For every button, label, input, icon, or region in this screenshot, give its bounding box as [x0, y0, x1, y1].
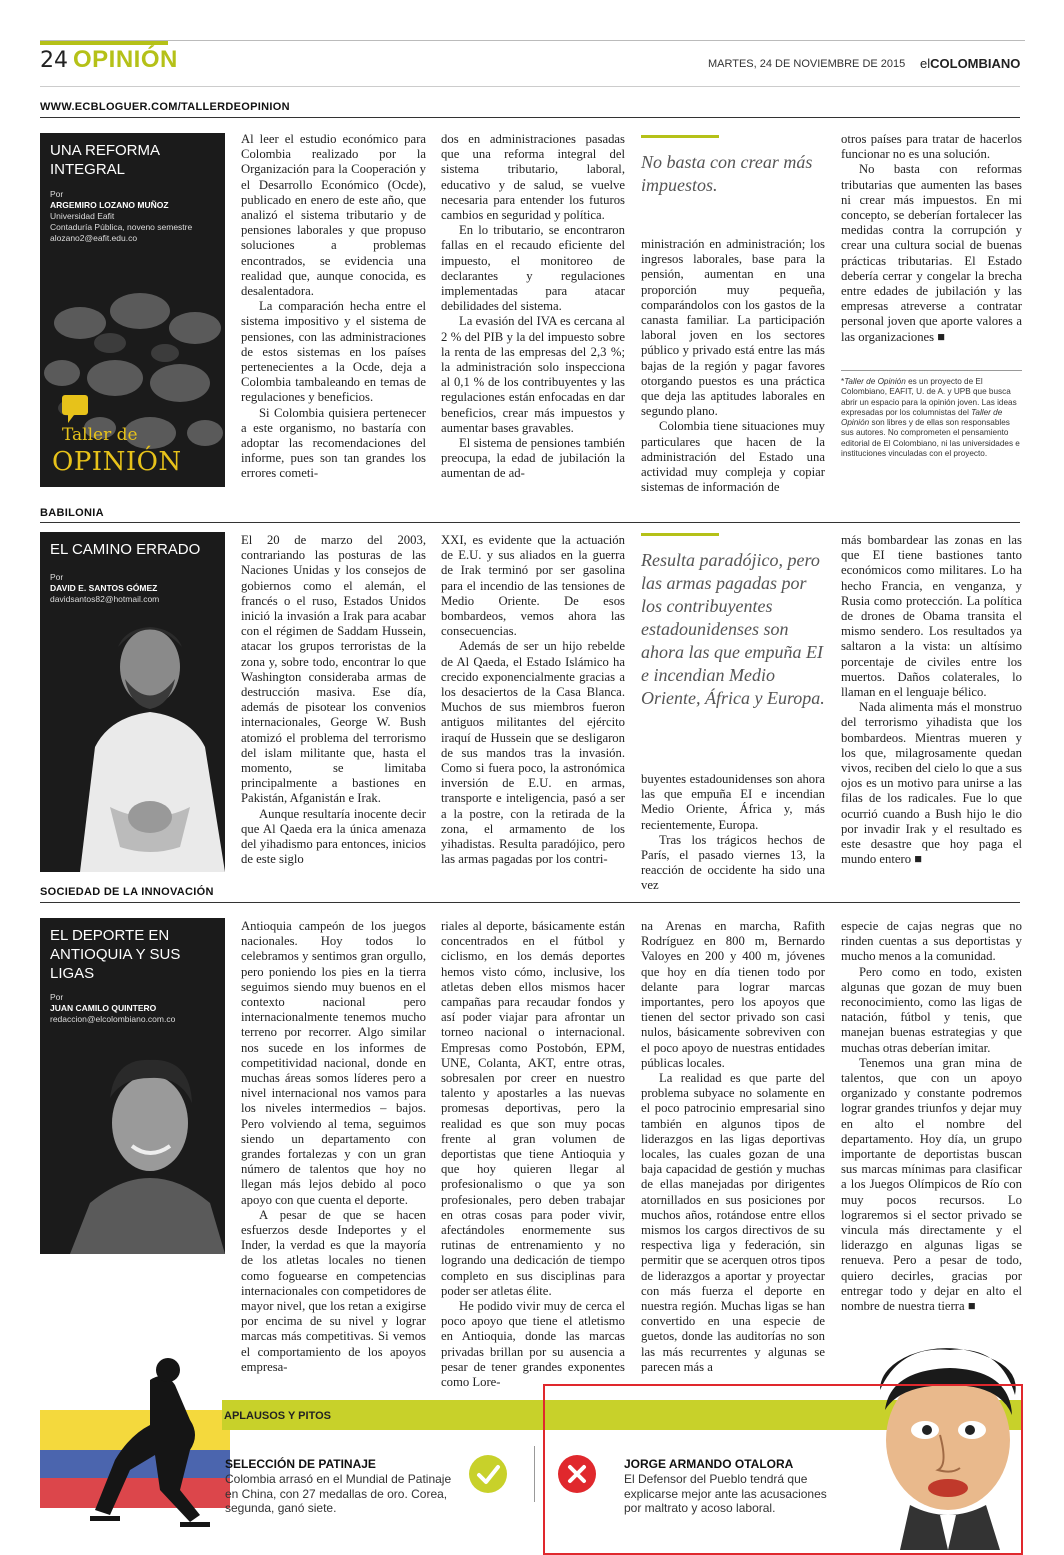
article2-col3 [641, 772, 825, 893]
by-label: Por [50, 189, 64, 199]
rule-article3 [40, 902, 1020, 903]
footnote [841, 377, 1024, 459]
chat-icon [62, 395, 88, 415]
item-divider [534, 1446, 535, 1502]
section-innovacion: SOCIEDAD DE LA INNOVACIÓN [40, 886, 214, 898]
author-box-article2 [40, 532, 225, 872]
author-box-article1 [40, 133, 225, 487]
paragraph: La comparación hecha entre el sistema impositivo y el sistema de pensiones, con las administraciones de estos sistemas en los países pertenecientes a la Ocde, deja a Colombia tambaleando en temas de regulaciones y beneficios. [241, 299, 426, 405]
footnote-mark: * [841, 377, 845, 386]
quote-accent [641, 533, 719, 536]
paragraph: na Arenas en marcha, Rafith Rodríguez en 800 m, Bernardo Valoyes en 200 y 400 m, jóvenes que hoy en día tienen todo por delante para lograr marcas importantes, pero los apoyos que tienen del sector privado son casi nulos, básicamente sobreviven con el poco apoyo de nuestras entidades públicas locales. [641, 919, 825, 1070]
article2-title: EL CAMINO ERRADO [50, 541, 201, 558]
paragraph: riales al deporte, básicamente están concentrados en el fútbol y ciclismo, en los demás deportes hemos visto cómo, inclusive, los atletas deben ellos mismos hacer campañas para recaudar fondos y así poder viajar para afrontar un torneo nacional o internacional. Empresas como Postobón, EPM, UNE, Colanta, AKT, entre otras, sobresalen por creer en nuestro talento y apostarles a las nuevas promesas deportivas, pero la realidad es que son muy pocas frente al gran volumen de deportistas que tiene Antioquia y que hoy quieren llegar al profesionalismo o que ya son profesionales, pero deben trabajar en otras cosas para poder vivir, afectándoles enormemente sus rutinas de entrenamiento y no logrando una dedicación de tiempo completo en sus disciplinas para poder ser atletas élite. [441, 919, 625, 1298]
rule-article1 [40, 117, 1020, 118]
footnote-italic: Taller de Opinión [844, 377, 906, 386]
paragraph: Tras los trágicos hechos de París, el pasado viernes 13, la reacción de occidente ha sido una vez [641, 832, 825, 893]
paragraph: He podido vivir muy de cerca el poco apoyo que tiene el atletismo en Antioquia, donde las marcas privadas brillan por su ausencia a pesar de tener grandes exponentes como Lore- [441, 1299, 625, 1390]
footnote-italic: Taller de Opinión [841, 407, 1003, 428]
paragraph: Aunque resultaría inocente decir que Al Qaeda era la única amenaza del yihadismo para entonces, inicios de este siglo [241, 806, 426, 867]
top-rule [40, 40, 1025, 41]
article2-col1 [241, 533, 426, 878]
article3-col4 [841, 919, 1022, 1329]
paragraph: XXI, es evidente que la actuación de E.U. y sus aliados en la guerra de Irak terminó por ser gasolina para el incendio de las tensiones de Medio Oriente. De esos bombardeos, vemos ahora las consecuencias. [441, 533, 625, 639]
article3-col3 [641, 919, 825, 1388]
brand-prefix: el [920, 56, 931, 71]
section-accent-bar [40, 41, 168, 45]
paragraph: Si Colombia quisiera pertenecer a este organismo, no bastaría con adoptar las recomendaciones del informe, pues son tan grandes los errores cometi- [241, 405, 426, 481]
by-label: Por [50, 572, 64, 582]
article2-col4 [841, 533, 1022, 878]
author-box-article3 [40, 918, 225, 1254]
article3-title: EL DEPORTE EN ANTIOQUIA Y SUS LIGAS [50, 927, 181, 982]
article1-pull-quote: No basta con crear más impuestos. [641, 152, 813, 195]
logo-line2: OPINIÓN [52, 447, 182, 477]
brand-name: COLOMBIANO [930, 56, 1021, 71]
paragraph: Al leer el estudio económico para Colombia realizado por la Organización para la Cooperación y el Desarrollo Económico (Ocde), publicado en enero de este año, que analizó el sistema tributario y de pensiones laborales y que propuso soluciones a problemas encontrados, se evidencia una realidad que, aunque conocida, es desalentadora. [241, 132, 426, 299]
article2-email: davidsantos82@hotmail.com [50, 594, 160, 604]
article1-affiliation: Universidad Eafit [50, 211, 115, 221]
paragraph: No basta con reformas tributarias que aumenten las bases ni crear más impuestos. En mi concepto, se deberían fortalecer las medidas contra la corrupción y crear una cultura social de buenas prácticas tributarias. El Estado debería cerrar y congelar la brecha entre edades de jubilación y las empresas atreverse a contratar personal joven que aporte valores a las organizaciones ■ [841, 162, 1022, 344]
article1-col2 [441, 132, 625, 490]
check-icon [469, 1455, 507, 1493]
paragraph: Antioquia campeón de los juegos nacionales. Hoy todos lo celebramos y sentimos gran orgullo, pero poniendo los pies en la tierra seguimos siendo muy buenos en el contexto nacional pero internacionalmente tenemos mucho terreno por recorrer. Algo similar nos sucede en los informes de competitividad nacional, donde en muchas áreas somos líderes pero a nivel internacional nos vamos para los niveles intermedios – bajos. Pero volviendo al tema, seguimos siendo un departamento con grandes fortalezas y con un gran número de talentos que hoy no llegan más lejos debido al poco apoyo con que cuenta el deporte. [241, 919, 426, 1207]
footnote-text: son libres y de ellas son responsables sus autores. No comprometen el pensamiento editorial de El Colombiano, ni las universidades e instituciones vinculadas con el proyecto. [841, 418, 1020, 459]
highlight-box [543, 1384, 1023, 1555]
paragraph: A pesar de que se hacen esfuerzos desde Indeportes y el Inder, la verdad es que la mayoría de los atletas locales no tienen como foguearse en competencias internacionales con competidores de mayor nivel, que los retan a exigirse por encima de su nivel y lograr marcas más competitivas. Si vemos el comportamiento de los apoyos empresa- [241, 1207, 426, 1374]
article1-col4 [841, 132, 1022, 362]
applause-item-title: SELECCIÓN DE PATINAJE [225, 1457, 376, 1471]
article1-email: alozano2@eafit.edu.co [50, 233, 138, 243]
by-label: Por [50, 992, 64, 1002]
article3-email: redaccion@elcolombiano.com.co [50, 1014, 176, 1024]
paragraph: En lo tributario, se encontraron fallas en el recaudo eficiente del impuesto, el monitoreo de declarantes y regulaciones implementadas para atacar debilidades del sistema. [441, 223, 625, 314]
paragraph: especie de cajas negras que no rinden cuentas a sus deportistas y mucho menos a la comunidad. [841, 919, 1022, 964]
paragraph: Tenemos una gran mina de talentos, que con un apoyo organizado y constante podremos lograr grandes triunfos y dejar muy en alto el nombre del departamento. Hoy día, un grupo importante de deportistas buscan sus marcas mínimas para clasificar a los Juegos Olímpicos de Río con muy pocos recursos. Lo lograremos si el sector privado se vincula más directamente y el liderazgo en algunas ligas se renueva. Pero a pesar de todo, quiero decirles, gracias por entregar todo y dejar en alto el nombre de nuestra tierra ■ [841, 1055, 1022, 1314]
article3-author: JUAN CAMILO QUINTERO [50, 1003, 157, 1013]
logo-line1: Taller de [62, 425, 138, 445]
paragraph: Pero como en todo, existen algunas que gozan de muy buen reconocimiento, como las ligas de natación, fútbol y tenis, que manejan buenas estrategias y que muchas otras deberían imitar. [841, 964, 1022, 1055]
paragraph: La realidad es que parte del problema subyace no solamente en el poco patrocinio empresarial sino también en algunos tipos de liderazgos en las ligas deportivas locales, las cuales gozan de una baja capacidad de gestión y muchas de ellas manejadas por dirigentes atornillados en sus posiciones por muchos años, rotándose entre ellos mismos los cargos directivos de su respectiva liga y federación, sin permitir que se acerquen otros tipos de liderazgos a aportar y proyectar con más fuerza el deporte en nuestra región. Muchas ligas se han convertido en una especie de guetos, donde las auditorías no son las más recurrentes y algunas se parecen más a [641, 1071, 825, 1374]
footnote-rule [841, 370, 1022, 371]
paragraph: ministración en administración; los ingresos laborales, base para la pensión, aumentan en una proporción muy pequeña, comparándolos con los gastos de la canasta familiar. La participación laboral joven en los sectores público y privado está entre las más bajas de la región y pagar favores otorgando puestos es una práctica que deja las aptitudes laborales en segundo plano. [641, 237, 825, 419]
page-number: 24 [40, 48, 68, 73]
article2-byline [50, 572, 159, 605]
article1-program: Contaduría Pública, noveno semestre [50, 222, 193, 232]
paragraph: La evasión del IVA es cercana al 2 % del PIB y la del impuesto sobre la renta de las empresas del 2,3 %; la administración solo inspecciona al 0,1 % de los contribuyentes y las regulaciones están enfocadas en dar beneficios, crear más impuestos y aumentar bases gravables. [441, 314, 625, 435]
pitos-item-title: JORGE ARMANDO OTALORA [624, 1457, 794, 1471]
pitos-item-text: El Defensor del Pueblo tendrá que explicarse mejor ante las acusaciones por maltrato y acoso laboral. [624, 1472, 827, 1515]
article3-byline [50, 992, 175, 1025]
paragraph: El 20 de marzo del 2003, contrariando las posturas de las Naciones Unidas y los consejos de gobiernos como el alemán, el francés o el ruso, Estados Unidos inició la invasión a Irak para acabar con el régimen de Saddam Hussein, atacar los grupos terroristas de la zona y, sobre todo, encontrar lo que Washington consideraba armas de destrucción masiva. Ese día, además de pisotear los convenios internacionales, George W. Bush atomizó el problema del terrorismo del islam militante que, hasta el momento, se limitaba principalmente a bastiones en Pakistán, Afganistán e Irak. [241, 533, 426, 806]
paragraph: más bombardear las zonas en las que EI tiene bastiones tanto económicos como militares. Lo ha hecho Francia, en venganza, y Rusia como protección. La política de drones de Obama transita el mismo sendero. Los resultados ya saltaron a la vista: un altísimo porcentaje de civiles entre los muertos. Daños colaterales, lo llaman en el lenguaje bélico. [841, 533, 1022, 700]
article2-author: DAVID E. SANTOS GÓMEZ [50, 583, 158, 593]
footnote-text: es un proyecto de El Colombiano, EAFIT, U. de A. y UPB que busca abrir un espacio para la opinión joven. Las ideas expresadas por los columnistas del [841, 377, 1017, 417]
blog-url: WWW.ECBLOGUER.COM/TALLERDEOPINION [40, 101, 290, 113]
header-divider [40, 86, 1020, 87]
article1-title: UNA REFORMA INTEGRAL [50, 142, 160, 178]
paragraph: Colombia tiene situaciones muy particulares que hacen de la administración del Estado una actividad muy compleja y copiar sistemas de información de [641, 419, 825, 495]
article3-col1 [241, 919, 426, 1388]
article1-byline [50, 189, 192, 244]
article2-pull-quote: Resulta paradójico, pero las armas pagadas por los contribuyentes estadounidenses son ahora las que empuña EI e incendian Medio Oriente, África y Europa. [641, 550, 825, 708]
rule-article2 [40, 522, 1020, 523]
paragraph: buyentes estadounidenses son ahora las que empuña EI e incendian Medio Oriente, África y, más recientemente, Europa. [641, 772, 825, 832]
paragraph: El sistema de pensiones también preocupa, la edad de jubilación la aumentan de ad- [441, 436, 625, 481]
section-babilonia: BABILONIA [40, 507, 104, 519]
issue-date: MARTES, 24 DE NOVIEMBRE DE 2015 [708, 58, 906, 70]
section-title: OPINIÓN [73, 46, 178, 73]
applause-title: APLAUSOS Y PITOS [224, 1410, 331, 1422]
paragraph: otros países para tratar de hacerlos funcionar no es una solución. [841, 132, 1022, 162]
article1-author: ARGEMIRO LOZANO MUÑOZ [50, 200, 169, 210]
author-photo-article3 [40, 1028, 225, 1254]
newspaper-brand [920, 56, 1020, 71]
article3-col2 [441, 919, 625, 1388]
article1-col1 [241, 132, 426, 490]
paragraph: dos en administraciones pasadas que una reforma integral del sistema tributario, laboral, educativo y de salud, se vuelve necesaria para entender los futuros cambios en seguridad y política. [441, 132, 625, 223]
author-photo-article2 [40, 607, 225, 872]
article2-col2 [441, 533, 625, 878]
article1-col3 [641, 237, 825, 495]
paragraph: Nada alimenta más el monstruo del terrorismo yihadista que los bombardeos. Mientras mueren y los que, milagrosamente quedan vivos, reciben del cielo lo que a sus ojos es un motivo para unirse a las filas de los radicales. Fue lo que ocurrió cuando a Bush hijo le dio por invadir Irak y el resultado es este desastre que hoy paga el mundo entero ■ [841, 700, 1022, 867]
quote-accent [641, 135, 719, 138]
skater-flag-illustration [40, 1340, 230, 1554]
applause-item-text: Colombia arrasó en el Mundial de Patinaje en China, con 27 medallas de oro. Corea, segunda, ganó siete. [225, 1472, 452, 1515]
paragraph: Además de ser un hijo rebelde de Al Qaeda, el Estado Islámico ha crecido exponencialmente gracias a los desaciertos de la Casa Blanca. Muchos de sus miembros fueron antiguos militantes del ejército iraquí de Hussein que se desligaron de sus mandos tras la invasión. Como si fuera poco, la astronómica inversión de E.U. en armas, transporte e inteligencia, pasó a ser a la postre, con la retirada de la zona, el armamento de los yihadistas. Resulta paradójico, pero las armas pagadas por los contri- [441, 639, 625, 867]
